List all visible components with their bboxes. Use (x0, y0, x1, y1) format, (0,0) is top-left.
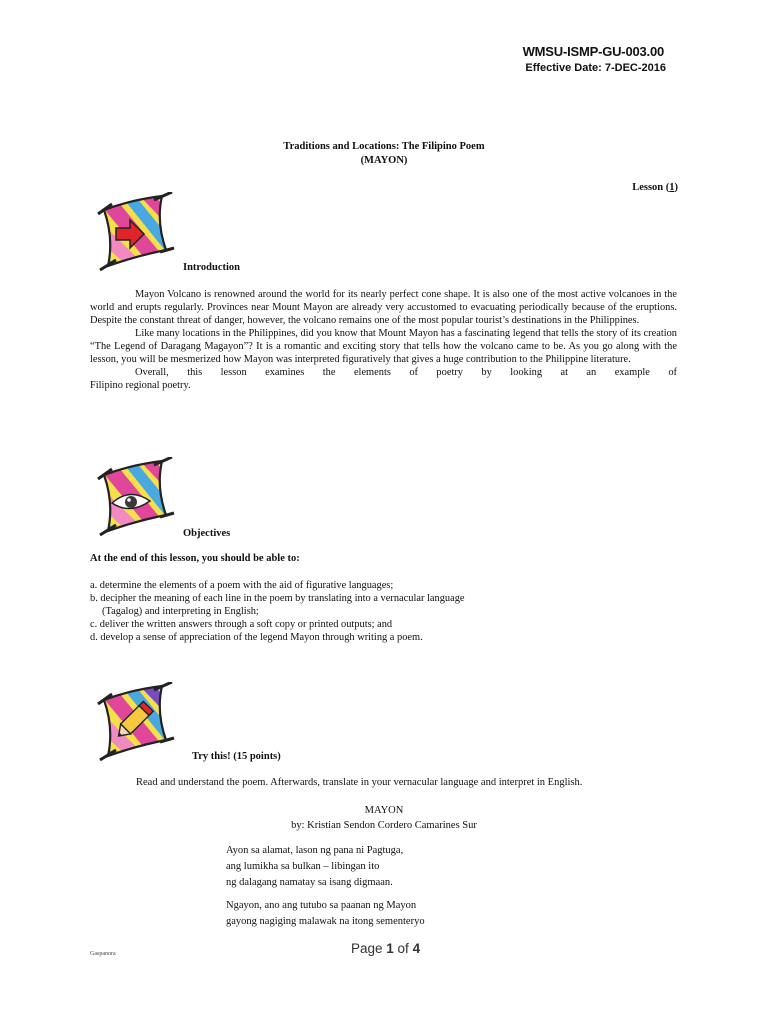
objective-item-c: c. deliver the written answers through a soft copy or printed outputs; and (90, 619, 393, 630)
poem-line: ang lumikha sa bulkan – libingan ito (226, 861, 380, 872)
poem-author: by: Kristian Sendon Cordero Camarines Sur (291, 820, 477, 831)
poem-line: gayong nagiging malawak na itong sementeryo (226, 916, 425, 927)
lesson-number: Lesson (1) (632, 182, 678, 193)
intro-paragraph-3: Overall, this lesson examines the elements of poetry by looking at an example of (135, 367, 677, 378)
objective-item-b-cont: (Tagalog) and interpreting in English; (102, 606, 259, 617)
try-this-instruction: Read and understand the poem. Afterwards, translate in your vernacular language and interpret in English. (136, 777, 583, 788)
objective-item-b: b. decipher the meaning of each line in the poem by translating into a vernacular language (90, 593, 465, 604)
objectives-lead: At the end of this lesson, you should be able to: (90, 553, 300, 564)
introduction-heading: Introduction (183, 262, 240, 273)
lesson-title: Traditions and Locations: The Filipino Poem (283, 141, 485, 152)
try-this-heading: Try this! (15 points) (192, 751, 281, 762)
eye-banner-icon (90, 457, 176, 537)
introduction-body (90, 288, 677, 392)
objective-item-a: a. determine the elements of a poem with the aid of figurative languages; (90, 580, 394, 591)
footer-author: Gaspanora (90, 951, 116, 957)
lesson-subtitle: (MAYON) (360, 155, 408, 166)
objectives-list (90, 579, 570, 644)
page-indicator: Page 1 of 4 (351, 941, 421, 956)
poem-title: MAYON (364, 805, 404, 816)
pencil-banner-icon (90, 682, 176, 762)
poem-stanza-1 (226, 843, 403, 891)
intro-paragraph-3-cont: Filipino regional poetry. (90, 380, 191, 391)
objective-item-d: d. develop a sense of appreciation of the legend Mayon through writing a poem. (90, 632, 423, 643)
poem-line: Ayon sa alamat, lason ng pana ni Pagtuga, (226, 845, 404, 856)
objectives-heading: Objectives (183, 528, 231, 539)
intro-paragraph-2: Like many locations in the Philippines, did you know that Mount Mayon has a fascinating legend that tells the story of its creation “The Legend of Daragang Magayon”? It is a romantic and exciting story that tells how the volcano came to be. As you go along with the lesson, you will be mesmerized how Mayon was interpreted figuratively that gives a huge contribution to the Philippine literature. (90, 328, 677, 365)
poem-stanza-2 (226, 898, 425, 930)
document-code: WMSU-ISMP-GU-003.00 (522, 44, 664, 59)
poem-line: Ngayon, ano ang tutubo sa paanan ng Mayon (226, 900, 417, 911)
poem-line: ng dalagang namatay sa isang digmaan. (226, 877, 393, 888)
arrow-banner-icon (90, 192, 176, 272)
intro-paragraph-1: Mayon Volcano is renowned around the world for its nearly perfect cone shape. It is also one of the most active volcanoes in the world and erupts regularly. Provinces near Mount Mayon are already very accustomed to evacuating periodically because of the eruptions. Despite the constant threat of danger, however, the volcano remains one of the most popular tourist’s destinations in the Philippines. (90, 289, 677, 326)
effective-date: Effective Date: 7-DEC-2016 (525, 62, 666, 74)
